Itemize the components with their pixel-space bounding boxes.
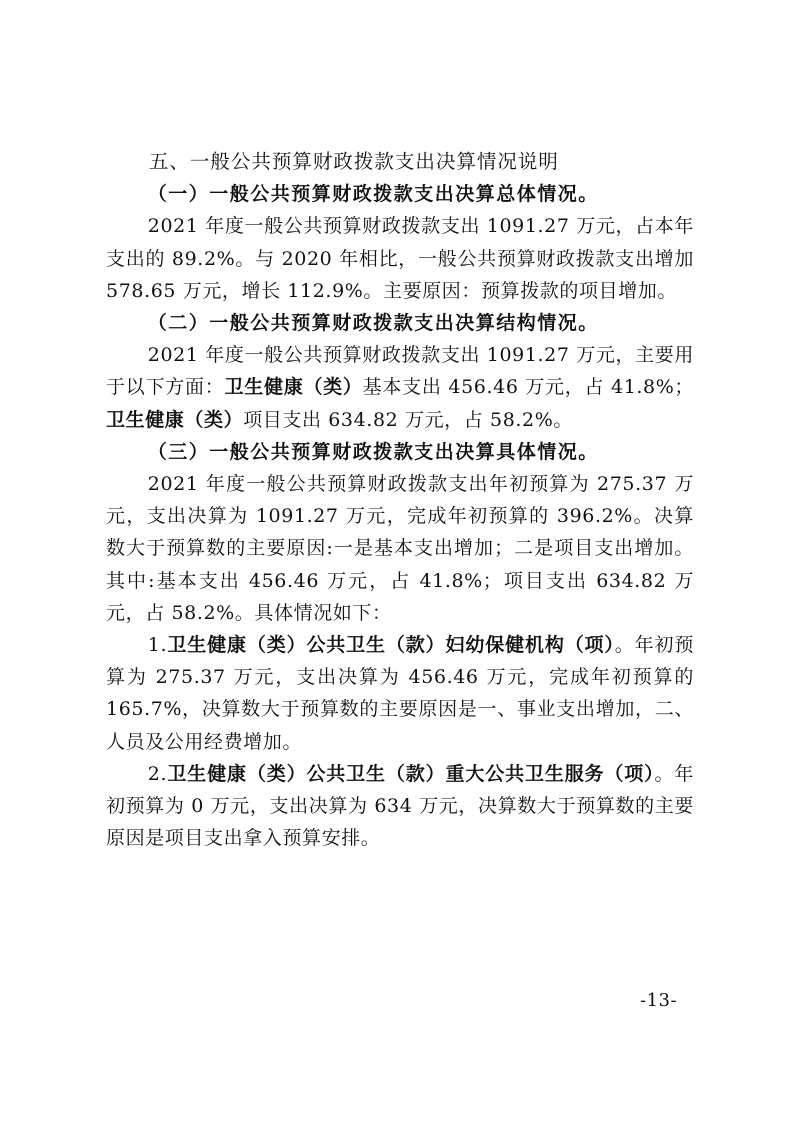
- detail-item-2: [106, 758, 694, 855]
- structure-item2-label: 卫生健康（类）: [106, 408, 244, 431]
- structure-item1-text: 基本支出 456.46 万元，占 41.8%；: [362, 376, 694, 399]
- paragraph-structure: [106, 339, 694, 436]
- detail-item-1-number: 1.: [147, 634, 168, 657]
- detail-item-1: [106, 629, 694, 758]
- detail-item-2-label: 卫生健康（类）公共卫生（款）重大公共卫生服务（项）: [167, 762, 655, 785]
- document-body: [106, 146, 694, 854]
- section-title: 五、一般公共预算财政拨款支出决算情况说明: [148, 150, 559, 173]
- paragraph-overall: 2021 年度一般公共预算财政拨款支出 1091.27 万元，占本年支出的 89.2%。与 2020 年相比，一般公共预算财政拨款支出增加578.65 万元，增长 112.9%。主要原因：预算拨款的项目增加。: [106, 215, 694, 302]
- structure-lead: 2021 年度一般公共预算财政拨款支出 1091.27 万元，主要用于以下方面：: [106, 344, 694, 399]
- page-number: -13-: [640, 990, 678, 1011]
- paragraph-details: 2021 年度一般公共预算财政拨款支出年初预算为 275.37 万元，支出决算为 1091.27 万元，完成年初预算的 396.2%。决算数大于预算数的主要原因:一是基本支出增加；二是项目支出增加。其中:基本支出 456.46 万元，占 41.8%；项目支出 634.82 万元，占 58.2%。具体情况如下：: [106, 473, 694, 624]
- subsection-heading-1: （一）一般公共预算财政拨款支出决算总体情况。: [147, 183, 599, 206]
- detail-item-1-label: 卫生健康（类）公共卫生（款）妇幼保健机构（项）: [167, 634, 615, 657]
- detail-item-1-text: 。年初预算为 275.37 万元，支出决算为 456.46 万元，完成年初预算的 165.7%，决算数大于预算数的主要原因是一、事业支出增加，二、人员及公用经费增加。: [106, 634, 694, 753]
- structure-item1-label: 卫生健康（类）: [224, 376, 363, 399]
- subsection-heading-3: （三）一般公共预算财政拨款支出决算具体情况。: [147, 440, 599, 463]
- detail-item-2-number: 2.: [147, 762, 168, 785]
- detail-item-2-text: 。年初预算为 0 万元，支出决算为 634 万元，决算数大于预算数的主要原因是项目支出拿入预算安排。: [106, 762, 694, 850]
- subsection-heading-2: （二）一般公共预算财政拨款支出决算结构情况。: [147, 312, 599, 335]
- structure-item2-text: 项目支出 634.82 万元，占 58.2%。: [243, 408, 573, 431]
